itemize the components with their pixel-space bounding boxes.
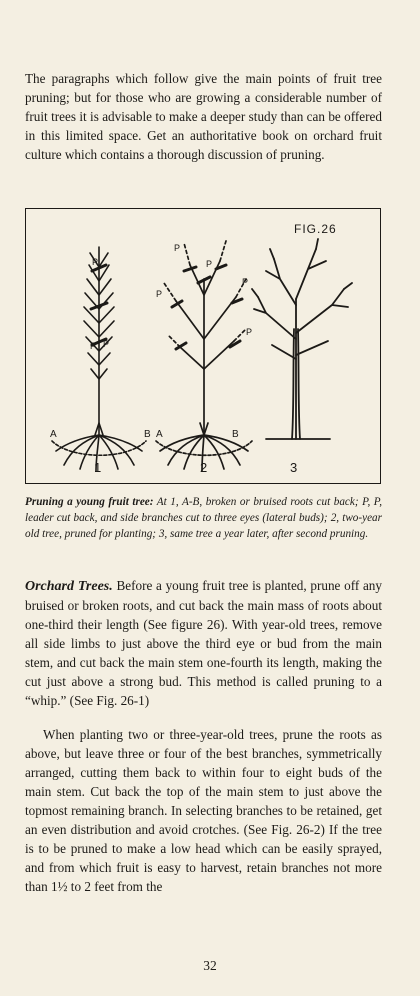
section-heading: Orchard Trees. <box>25 579 113 594</box>
mark-p-tree1-b: P <box>90 341 97 351</box>
page-number: 32 <box>203 958 217 973</box>
caption-lead: Pruning a young fruit tree: <box>25 496 154 508</box>
tree-number-1: 1 <box>94 460 102 475</box>
mark-a-tree1: A <box>50 429 57 440</box>
mark-p-tree2-a: P <box>174 243 181 253</box>
mark-p-tree1-c: P <box>103 339 110 349</box>
intro-paragraph: The paragraphs which follow give the main points of fruit tree pruning; but for those who are growing a considerable number of fruit trees it is advisable to make a deeper study than can be offered in this limited space. Get an authoritative book on orchard fruit culture which contains a thorough discussion of pruning. <box>25 71 382 162</box>
mark-p-tree2-e: P <box>246 327 253 337</box>
tree-number-2: 2 <box>200 460 208 475</box>
tree-number-3: 3 <box>290 460 298 475</box>
fig-label: FIG.26 <box>294 222 337 236</box>
tree-3-drawing <box>252 239 352 439</box>
tree-pruning-illustration <box>26 209 379 482</box>
caption-text: At 1, A-B, broken or bruised roots cut back; P, P, leader cut back, and side branches cut to three eyes (lateral buds); 2, two-year old tree, pruned for planting; 3, same tree a year later, after second pruning. <box>25 496 382 540</box>
figure-26 <box>25 208 381 484</box>
mark-p-tree2-d: P <box>242 277 249 287</box>
mark-p-tree2-b: P <box>206 259 213 269</box>
mark-p-tree1-a: P <box>92 257 99 267</box>
paragraph-1-text: Before a young fruit tree is planted, prune off any bruised or broken roots, and cut back the main mass of roots about one-third their length (See figure 26). With year-old trees, remove all side limbs to just above the third eye or bud from the main stem, and cut back the main stem one-fourth its length, making the cut just above a strong bud. This method is called pruning to a “whip.” (See Fig. 26-1) <box>25 578 382 708</box>
figure-caption <box>25 494 382 542</box>
mark-b-tree2: B <box>232 429 239 440</box>
mark-p-tree2-c: P <box>156 289 163 299</box>
tree-1-drawing <box>52 247 146 471</box>
mark-b-tree1: B <box>144 429 151 440</box>
mark-a-tree2: A <box>156 429 163 440</box>
orchard-trees-paragraph-1 <box>25 576 382 710</box>
orchard-trees-paragraph-2: When planting two or three-year-old trees, prune the roots as above, but leave three or four of the best branches, symmetrically arranged, cutting them back to within four to eight buds of the main stem. Cut back the top of the main stem to just above the topmost remaining branch. In selecting branches to be retained, get an even distribution and avoid crotches. (See Fig. 26-2) If the tree is to be pruned to make a low head which can be easily sprayed, and from which fruit is easy to harvest, retain branches not more than 1½ to 2 feet from the <box>25 727 382 894</box>
